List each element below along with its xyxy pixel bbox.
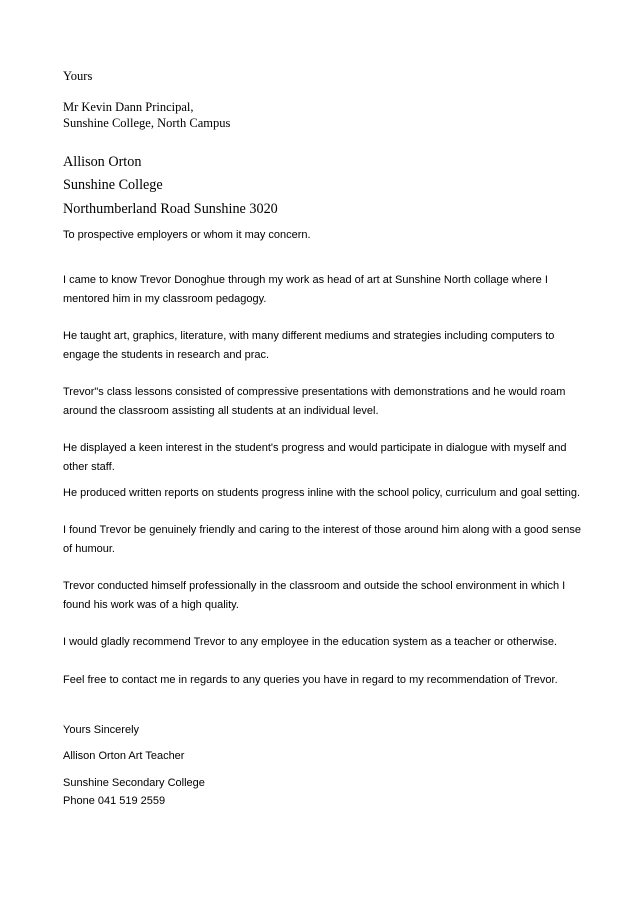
signer-college: Sunshine Secondary College (63, 777, 205, 789)
greeting: To prospective employers or whom it may concern. (63, 229, 311, 241)
paragraph-9-line-1: Feel free to contact me in regards to any queries you have in regard to my recommendation of Trevor. (63, 674, 558, 686)
signer-phone: Phone 041 519 2559 (63, 795, 166, 807)
paragraph-4-line-2: other staff. (63, 461, 115, 473)
paragraph-7-line-1: Trevor conducted himself professionally in the classroom and outside the school environment in which I (63, 580, 566, 592)
paragraph-2-line-2: engage the students in research and prac. (63, 349, 270, 361)
sender-school: Sunshine College (63, 177, 163, 193)
sender-name: Allison Orton (63, 154, 142, 170)
signer-name: Allison Orton Art Teacher (63, 750, 185, 762)
paragraph-6-line-1: I found Trevor be genuinely friendly and caring to the interest of those around him along with a good sense (63, 524, 581, 536)
paragraph-3-line-1: Trevor"s class lessons consisted of compressive presentations with demonstrations and he would roam (63, 386, 566, 398)
paragraph-1-line-2: mentored him in my classroom pedagogy. (63, 293, 267, 305)
paragraph-1-line-1: I came to know Trevor Donoghue through my work as head of art at Sunshine North collage where I (63, 274, 548, 286)
paragraph-4-line-1: He displayed a keen interest in the student's progress and would participate in dialogue with myself and (63, 442, 567, 454)
salutation: Yours (63, 69, 93, 83)
paragraph-3-line-2: around the classroom assisting all students at an individual level. (63, 405, 379, 417)
sender-address: Northumberland Road Sunshine 3020 (63, 201, 278, 217)
paragraph-2-line-1: He taught art, graphics, literature, with many different mediums and strategies including computers to (63, 330, 555, 342)
addressee-line-2: Sunshine College, North Campus (63, 116, 231, 130)
paragraph-7-line-2: found his work was of a high quality. (63, 599, 239, 611)
paragraph-5-line-1: He produced written reports on students progress inline with the school policy, curriculum and goal setting. (63, 487, 581, 499)
paragraph-8-line-1: I would gladly recommend Trevor to any employee in the education system as a teacher or otherwise. (63, 636, 558, 648)
paragraph-6-line-2: of humour. (63, 543, 115, 555)
addressee-line-1: Mr Kevin Dann Principal, (63, 100, 194, 114)
signoff: Yours Sincerely (63, 724, 140, 736)
